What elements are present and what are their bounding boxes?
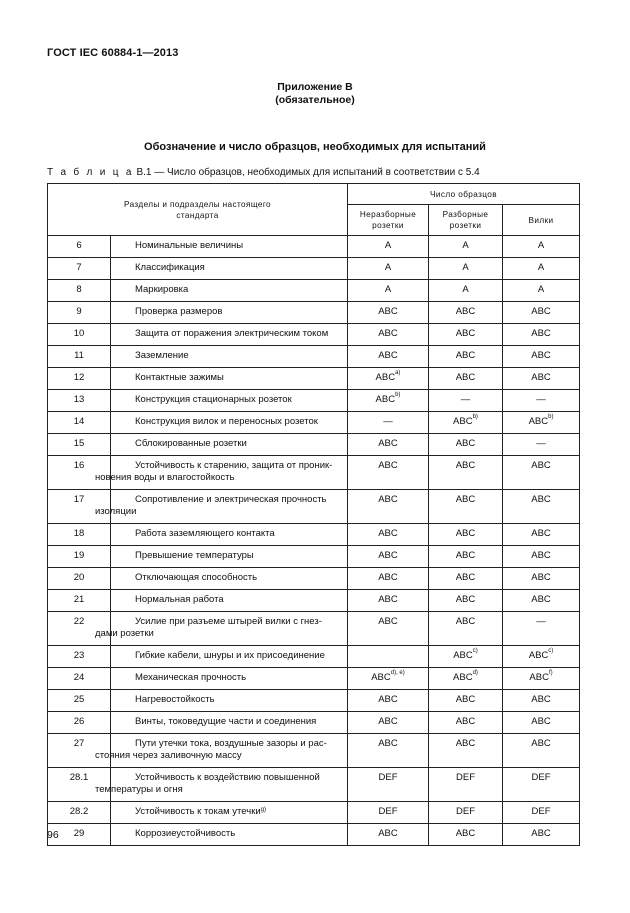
clause-number: 24 — [48, 668, 111, 690]
sample-code: A — [384, 284, 392, 295]
appendix-status: (обязательное) — [275, 94, 355, 106]
clause-name — [111, 590, 348, 612]
clause-name-text: Нагревостойкость — [135, 694, 215, 705]
rewireable-value — [348, 390, 429, 412]
plug-value — [503, 646, 580, 668]
sample-code: ABC — [455, 694, 476, 705]
sample-code: ABC — [455, 528, 476, 539]
clause-name — [111, 568, 348, 590]
sample-code: ABC — [529, 672, 549, 683]
clause-name-text: Конструкция вилок и переносных розеток — [135, 416, 318, 427]
clause-name-line1: Устойчивость к воздействию повышенной — [135, 772, 320, 783]
sample-code: ABC — [531, 550, 551, 561]
clause-number: 20 — [48, 568, 111, 590]
non-rewireable-value — [429, 390, 503, 412]
clause-name — [111, 824, 348, 846]
table-row — [48, 434, 580, 456]
clause-name-line2: стояния через заливочную массу — [95, 750, 242, 761]
clause-name-text: Гибкие кабели, шнуры и их присоединение — [135, 650, 325, 661]
table-row — [48, 390, 580, 412]
rewireable-value — [348, 712, 429, 734]
plug-value — [503, 302, 580, 324]
sample-code: ABC — [455, 460, 476, 471]
table-row — [48, 690, 580, 712]
non-rewireable-value — [429, 434, 503, 456]
clause-number: 13 — [48, 390, 111, 412]
clause-number: 23 — [48, 646, 111, 668]
rewireable-value — [348, 258, 429, 280]
sample-code: ABC — [531, 828, 551, 839]
rewireable-value — [348, 490, 429, 524]
non-rewireable-value — [429, 690, 503, 712]
clause-name-line1: Усилие при разъеме штырей вилки с гнез- — [135, 616, 322, 627]
clause-name — [111, 346, 348, 368]
clause-name-text: Механическая прочность — [135, 672, 247, 683]
clause-number: 22 — [48, 612, 111, 646]
clause-name-text: Проверка размеров — [135, 306, 223, 317]
clause-name — [111, 712, 348, 734]
clause-number: 18 — [48, 524, 111, 546]
clause-name-line1: Сопротивление и электрическая прочность — [135, 494, 327, 505]
non-rewireable-value — [429, 236, 503, 258]
sample-code: ABC — [531, 572, 551, 583]
sample-code: ABC — [378, 594, 398, 605]
footnote-ref: c) — [548, 648, 554, 654]
table-row — [48, 236, 580, 258]
rewireable-value — [348, 824, 429, 846]
samples-table — [47, 183, 580, 846]
table-caption-prefix: Т а б л и ц а — [47, 167, 134, 178]
table-row — [48, 524, 580, 546]
non-rewireable-value — [429, 612, 503, 646]
clause-number: 15 — [48, 434, 111, 456]
clause-name-text: Заземление — [135, 350, 189, 361]
plug-value — [503, 280, 580, 302]
clause-name-line2: температуры и огня — [95, 784, 183, 795]
plug-value — [503, 568, 580, 590]
sample-code: ABC — [528, 650, 549, 661]
table-row — [48, 324, 580, 346]
clause-number: 6 — [48, 236, 111, 258]
sample-code: DEF — [456, 772, 475, 783]
non-rewireable-value — [429, 546, 503, 568]
sample-code: DEF — [456, 806, 475, 817]
sample-code: ABC — [453, 416, 473, 427]
rewireable-value — [348, 612, 429, 646]
clause-name-line2: дами розетки — [95, 628, 154, 639]
rewireable-value — [348, 324, 429, 346]
clause-name-text: Отключающая способность — [135, 572, 258, 583]
plug-value — [503, 346, 580, 368]
rewireable-value — [348, 280, 429, 302]
table-caption-text: В.1 — Число образцов, необходимых для испытаний в соответствии с 5.4 — [133, 167, 480, 178]
sample-code: DEF — [531, 772, 551, 783]
sample-code: — — [536, 438, 546, 449]
rewireable-value — [348, 346, 429, 368]
clause-name-text: Сблокированные розетки — [135, 438, 247, 449]
footnote-ref: g) — [260, 807, 267, 813]
plug-value — [503, 258, 580, 280]
clause-name — [95, 734, 348, 768]
non-rewireable-value — [429, 646, 503, 668]
clause-name — [111, 302, 348, 324]
clause-name — [111, 646, 348, 668]
clause-name-text: Коррозиеустойчивость — [135, 828, 236, 839]
sample-code: ABC — [531, 528, 551, 539]
clause-number: 28.2 — [48, 802, 111, 824]
table-row — [48, 280, 580, 302]
non-rewireable-value — [429, 768, 503, 802]
rewireable-value — [348, 456, 429, 490]
table-row — [48, 668, 580, 690]
clause-number: 28.1 — [48, 768, 111, 802]
plug-value — [503, 324, 580, 346]
sample-code: ABC — [378, 716, 398, 727]
sample-code: ABC — [455, 828, 476, 839]
sample-code: ABC — [371, 672, 391, 683]
sample-code: A — [537, 262, 545, 273]
sample-code: A — [384, 240, 392, 251]
clause-number: 7 — [48, 258, 111, 280]
table-row — [48, 612, 580, 646]
sample-code: ABC — [531, 460, 551, 471]
clause-name-text: Контактные зажимы — [135, 372, 224, 383]
rewireable-value — [348, 524, 429, 546]
sample-code: ABC — [455, 572, 476, 583]
sample-code: ABC — [378, 550, 398, 561]
sample-code: ABC — [455, 494, 476, 505]
plug-value — [503, 490, 580, 524]
non-rewireable-value — [429, 668, 503, 690]
non-rewireable-value — [429, 802, 503, 824]
non-rewireable-value — [429, 524, 503, 546]
clause-name-line2: изоляции — [95, 506, 137, 517]
sample-code: DEF — [378, 806, 398, 817]
clause-number: 14 — [48, 412, 111, 434]
plug-value — [503, 434, 580, 456]
sample-code: ABC — [453, 650, 473, 661]
sample-code: ABC — [378, 828, 398, 839]
sample-code: ABC — [455, 738, 476, 749]
clause-name-text: Конструкция стационарных розеток — [135, 394, 292, 405]
sample-code: ABC — [531, 328, 551, 339]
table-caption — [47, 167, 480, 178]
sample-code: A — [462, 262, 469, 273]
plug-value — [503, 668, 580, 690]
sample-code: ABC — [531, 372, 551, 383]
sample-code: ABC — [455, 594, 476, 605]
plug-value — [503, 712, 580, 734]
sample-code: ABC — [378, 694, 398, 705]
clause-number: 25 — [48, 690, 111, 712]
sample-code: ABC — [455, 328, 476, 339]
footnote-ref: a) — [395, 370, 401, 376]
document-header: ГОСТ IEC 60884-1—2013 — [47, 47, 179, 59]
sample-code: ABC — [378, 438, 398, 449]
clause-number: 9 — [48, 302, 111, 324]
clause-name-line2: новения воды и влагостойкость — [95, 472, 235, 483]
plug-value — [503, 802, 580, 824]
clause-name — [95, 456, 348, 490]
non-rewireable-value — [429, 324, 503, 346]
clause-name-text: Классификация — [135, 262, 205, 273]
table-row — [48, 824, 580, 846]
clause-name-text: Устойчивость к токам утечки — [135, 806, 261, 817]
header-rewireable: Неразборные розетки — [348, 205, 429, 236]
rewireable-value — [348, 412, 429, 434]
rewireable-value — [348, 668, 429, 690]
sample-code: ABC — [375, 372, 396, 383]
clause-name — [111, 412, 348, 434]
sample-code: ABC — [455, 438, 476, 449]
clause-name — [95, 768, 348, 802]
table-row — [48, 412, 580, 434]
sample-code: A — [384, 262, 392, 273]
footnote-ref: d), e) — [390, 670, 405, 676]
table-row — [48, 768, 580, 802]
non-rewireable-value — [429, 490, 503, 524]
sample-code: ABC — [455, 372, 476, 383]
sample-code: ABC — [378, 350, 398, 361]
header-plugs: Вилки — [503, 205, 580, 236]
rewireable-value — [348, 434, 429, 456]
sample-code: ABC — [531, 494, 551, 505]
clause-name — [111, 390, 348, 412]
sample-code: ABC — [455, 716, 476, 727]
non-rewireable-value — [429, 280, 503, 302]
table-row — [48, 568, 580, 590]
sample-code: ABC — [378, 328, 398, 339]
sample-code: ABC — [531, 594, 551, 605]
rewireable-value — [348, 568, 429, 590]
sample-code: ABC — [455, 550, 476, 561]
footnote-ref: b) — [548, 414, 554, 420]
non-rewireable-value — [429, 568, 503, 590]
non-rewireable-value — [429, 456, 503, 490]
clause-number: 19 — [48, 546, 111, 568]
rewireable-value — [348, 546, 429, 568]
table-row — [48, 646, 580, 668]
non-rewireable-value — [429, 412, 503, 434]
table-row — [48, 368, 580, 390]
non-rewireable-value — [429, 734, 503, 768]
clause-name — [111, 690, 348, 712]
plug-value — [503, 524, 580, 546]
clause-number: 27 — [48, 734, 111, 768]
plug-value — [503, 546, 580, 568]
sample-code: ABC — [531, 738, 551, 749]
plug-value — [503, 590, 580, 612]
clause-number: 26 — [48, 712, 111, 734]
rewireable-value — [348, 590, 429, 612]
sample-code: — — [383, 416, 393, 427]
sample-code: A — [537, 284, 545, 295]
clause-name-line1: Пути утечки тока, воздушные зазоры и рас- — [135, 738, 327, 749]
clause-name-text: Работа заземляющего контакта — [135, 528, 275, 539]
clause-number: 29 — [48, 824, 111, 846]
footnote-ref: b) — [472, 414, 478, 420]
clause-name-text: Защита от поражения электрическим током — [135, 328, 329, 339]
clause-number: 11 — [48, 346, 111, 368]
plug-value — [503, 734, 580, 768]
header-parts: Разделы и подразделы настоящего стандарта — [48, 184, 348, 236]
plug-value — [503, 768, 580, 802]
clause-number: 21 — [48, 590, 111, 612]
clause-name — [111, 668, 348, 690]
table-row — [48, 590, 580, 612]
clause-name-text: Превышение температуры — [135, 550, 254, 561]
table-row — [48, 302, 580, 324]
table-row — [48, 712, 580, 734]
sample-code: — — [460, 394, 471, 405]
sample-code: ABC — [378, 494, 398, 505]
sample-code: ABC — [378, 528, 398, 539]
sample-code: ABC — [378, 306, 398, 317]
sample-code: ABC — [455, 350, 476, 361]
clause-name — [111, 368, 348, 390]
non-rewireable-value — [429, 368, 503, 390]
table-row — [48, 346, 580, 368]
non-rewireable-value — [429, 824, 503, 846]
plug-value — [503, 690, 580, 712]
plug-value — [503, 368, 580, 390]
clause-name — [111, 434, 348, 456]
clause-name-text: Номинальные величины — [135, 240, 244, 251]
plug-value — [503, 456, 580, 490]
sample-code: ABC — [528, 416, 549, 427]
clause-name — [95, 490, 348, 524]
clause-number: 8 — [48, 280, 111, 302]
page-number: 96 — [47, 829, 59, 841]
non-rewireable-value — [429, 258, 503, 280]
sample-code: ABC — [531, 716, 551, 727]
clause-name — [111, 546, 348, 568]
sample-code: — — [536, 394, 546, 405]
clause-number: 12 — [48, 368, 111, 390]
non-rewireable-value — [429, 712, 503, 734]
table-row — [48, 546, 580, 568]
sample-code: ABC — [455, 616, 476, 627]
sample-code: ABC — [378, 572, 398, 583]
sample-code: DEF — [378, 772, 398, 783]
rewireable-value — [348, 768, 429, 802]
clause-name-line1: Устойчивость к старению, защита от проник- — [135, 460, 333, 471]
plug-value — [503, 612, 580, 646]
sample-code: A — [537, 240, 545, 251]
table-row — [48, 734, 580, 768]
sample-code: A — [462, 240, 469, 251]
clause-number: 17 — [48, 490, 111, 524]
clause-name — [111, 236, 348, 258]
clause-name — [95, 612, 348, 646]
sample-code: ABC — [378, 460, 398, 471]
clause-number: 16 — [48, 456, 111, 490]
appendix-title — [0, 81, 630, 107]
sample-code: ABC — [455, 306, 476, 317]
sample-code: ABC — [453, 672, 473, 683]
footnote-ref: c) — [472, 648, 478, 654]
non-rewireable-value — [429, 346, 503, 368]
sample-code: ABC — [375, 394, 396, 405]
footnote-ref: b) — [395, 392, 401, 398]
rewireable-value — [348, 690, 429, 712]
table-row — [48, 802, 580, 824]
rewireable-value — [348, 646, 429, 668]
plug-value — [503, 390, 580, 412]
rewireable-value — [348, 802, 429, 824]
clause-name — [111, 524, 348, 546]
rewireable-value — [348, 734, 429, 768]
rewireable-value — [348, 236, 429, 258]
clause-name-text: Винты, токоведущие части и соединения — [135, 716, 317, 727]
clause-name-text: Нормальная работа — [135, 594, 224, 605]
sample-code: DEF — [531, 806, 551, 817]
rewireable-value — [348, 302, 429, 324]
table-row — [48, 258, 580, 280]
header-non-rewireable: Разборные розетки — [429, 205, 503, 236]
sample-code: ABC — [531, 306, 551, 317]
footnote-ref: d) — [472, 670, 478, 676]
clause-name — [111, 280, 348, 302]
clause-name — [111, 258, 348, 280]
sample-code: ABC — [378, 738, 398, 749]
sample-code: ABC — [531, 694, 551, 705]
clause-name — [111, 802, 348, 824]
table-body — [48, 236, 580, 846]
appendix-label: Приложение В — [277, 81, 353, 93]
plug-value — [503, 824, 580, 846]
plug-value — [503, 412, 580, 434]
non-rewireable-value — [429, 590, 503, 612]
table-row — [48, 456, 580, 490]
sample-code: ABC — [531, 350, 551, 361]
clause-name — [111, 324, 348, 346]
clause-number: 10 — [48, 324, 111, 346]
sample-code: A — [462, 284, 469, 295]
sample-code: ABC — [378, 616, 398, 627]
table-row — [48, 490, 580, 524]
plug-value — [503, 236, 580, 258]
non-rewireable-value — [429, 302, 503, 324]
rewireable-value — [348, 368, 429, 390]
section-title: Обозначение и число образцов, необходимых для испытаний — [144, 141, 486, 153]
footnote-ref: f) — [548, 670, 553, 676]
clause-name-text: Маркировка — [135, 284, 189, 295]
sample-code: — — [536, 616, 546, 627]
header-samples: Число образцов — [348, 184, 580, 205]
